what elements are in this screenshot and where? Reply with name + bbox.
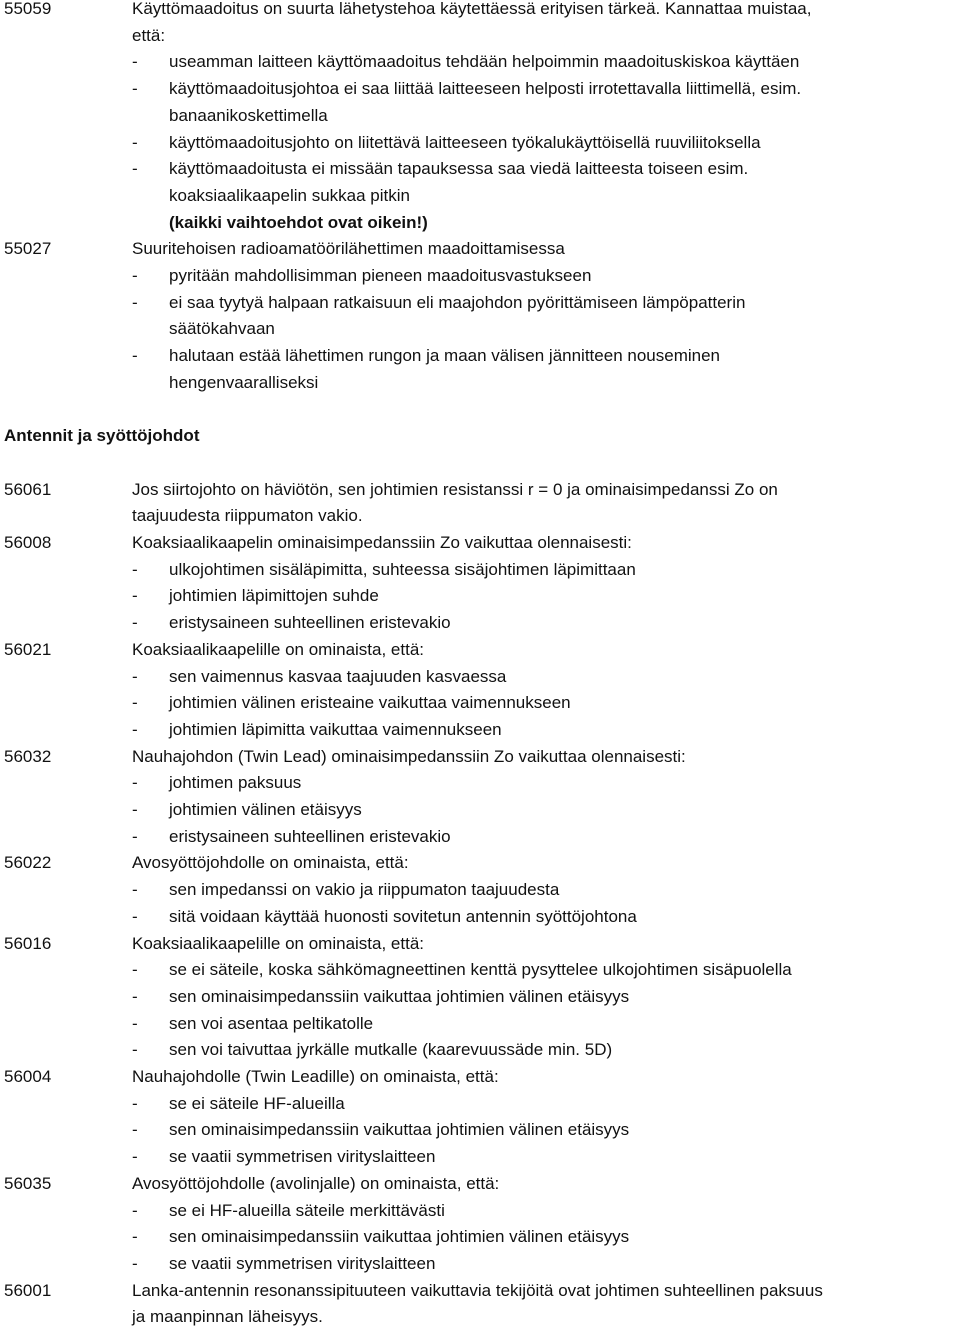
answer-option: pyritään mahdollisimman pieneen maadoitusvastukseen — [169, 266, 592, 285]
answer-option-row — [0, 957, 960, 984]
answer-option: sen ominaisimpedanssiin vaikuttaa johtimien välinen etäisyys — [169, 1120, 630, 1140]
question-row-continued — [0, 1304, 960, 1331]
answer-option: eristysaineen suhteellinen eristevakio — [169, 613, 451, 633]
question-row — [0, 530, 960, 557]
answer-option-row — [0, 1251, 960, 1278]
answer-option-row — [0, 583, 960, 610]
bullet-dash: - — [132, 266, 138, 285]
question-stem: Avosyöttöjohdolle on ominaista, että: — [132, 853, 409, 873]
answer-option-row — [0, 1037, 960, 1064]
answer-option-row — [0, 1224, 960, 1251]
bullet-dash: - — [132, 880, 138, 900]
section-heading: Antennit ja syöttöjohdot — [4, 426, 200, 446]
question-row-continued — [0, 503, 960, 530]
question-stem: Lanka-antennin resonanssipituuteen vaikuttavia tekijöitä ovat johtimen suhteellinen paksuus — [132, 1280, 823, 1300]
answer-option: käyttömaadoitusjohtoa ei saa liittää laitteeseen helposti irrotettavalla liittimellä, esim. — [169, 79, 802, 99]
question-number: 56061 — [4, 479, 52, 499]
answer-option: se vaatii symmetrisen virityslaitteen — [169, 1147, 436, 1167]
bullet-dash: - — [132, 586, 138, 606]
answer-option-continued-text: hengenvaaralliseksi — [169, 372, 319, 392]
question-stem: Jos siirtojohto on häviötön, sen johtimien resistanssi r = 0 ja ominaisimpedanssi Zo on — [132, 479, 778, 499]
question-stem: Suuritehoisen radioamatöörilähettimen maadoittamisessa — [132, 239, 565, 259]
answer-option-continued-text: säätökahvaan — [169, 319, 275, 339]
question-row — [0, 637, 960, 664]
answer-option-continued — [0, 316, 960, 343]
bullet-dash: - — [132, 292, 138, 312]
answer-option-row — [0, 263, 960, 290]
answer-option: johtimien läpimittojen suhde — [169, 586, 379, 606]
bullet-dash: - — [132, 159, 138, 179]
bullet-dash: - — [132, 906, 138, 926]
answer-option: eristysaineen suhteellinen eristevakio — [169, 826, 451, 846]
answer-option-row — [0, 1117, 960, 1144]
question-row — [0, 0, 960, 23]
answer-option-row — [0, 610, 960, 637]
answer-option-row — [0, 984, 960, 1011]
bullet-dash: - — [132, 1013, 138, 1033]
answer-option: sen ominaisimpedanssiin vaikuttaa johtimien välinen etäisyys — [169, 986, 630, 1006]
question-number: 56035 — [4, 1173, 52, 1193]
answer-option-continued — [0, 370, 960, 397]
bullet-dash: - — [132, 559, 138, 579]
answer-option-row — [0, 1011, 960, 1038]
question-row — [0, 850, 960, 877]
answer-option: sen ominaisimpedanssiin vaikuttaa johtimien välinen etäisyys — [169, 1227, 630, 1247]
bullet-dash: - — [132, 132, 138, 152]
answer-option: sen voi taivuttaa jyrkälle mutkalle (kaarevuussäde min. 5D) — [169, 1040, 613, 1060]
bullet-dash: - — [132, 1227, 138, 1247]
answer-option: sen vaimennus kasvaa taajuuden kasvaessa — [169, 666, 507, 686]
answer-option-row — [0, 49, 960, 76]
answer-option: se ei säteile, koska sähkömagneettinen kenttä pysyttelee ulkojohtimen sisäpuolella — [169, 960, 792, 980]
question-row — [0, 477, 960, 504]
answer-option: ulkojohtimen sisäläpimitta, suhteessa sisäjohtimen läpimittaan — [169, 559, 636, 579]
question-row — [0, 744, 960, 771]
answer-option-row — [0, 797, 960, 824]
question-stem-continued: että: — [132, 25, 166, 45]
answer-option: sitä voidaan käyttää huonosti sovitetun antennin syöttöjohtona — [169, 906, 637, 926]
answer-option-row — [0, 877, 960, 904]
answer-option-row — [0, 156, 960, 183]
bullet-dash: - — [132, 693, 138, 713]
answer-option-row — [0, 1091, 960, 1118]
answer-option-row — [0, 770, 960, 797]
question-number: 55059 — [4, 0, 52, 18]
answer-option: halutaan estää lähettimen rungon ja maan välisen jännitteen nouseminen — [169, 346, 720, 366]
bullet-dash: - — [132, 960, 138, 980]
bullet-dash: - — [132, 1253, 138, 1273]
answer-option: se ei säteile HF-alueilla — [169, 1093, 345, 1113]
answer-option-continued-text: banaanikoskettimella — [169, 105, 328, 125]
answer-option: johtimen paksuus — [169, 773, 302, 793]
question-row — [0, 1064, 960, 1091]
question-stem: Koaksiaalikaapelille on ominaista, että: — [132, 639, 425, 659]
answer-option: sen impedanssi on vakio ja riippumaton taajuudesta — [169, 880, 560, 900]
answer-option: käyttömaadoitusjohto on liitettävä laitteeseen työkalukäyttöisellä ruuviliitoksella — [169, 132, 761, 152]
bullet-dash: - — [132, 773, 138, 793]
answer-option-continued — [0, 103, 960, 130]
answer-option-row — [0, 664, 960, 691]
question-stem: Koaksiaalikaapelin ominaisimpedanssiin Zo vaikuttaa olennaisesti: — [132, 533, 632, 552]
bullet-dash: - — [132, 613, 138, 633]
answer-option-row — [0, 130, 960, 157]
question-row — [0, 931, 960, 958]
bullet-dash: - — [132, 1093, 138, 1113]
answer-option-row — [0, 717, 960, 744]
question-number: 56021 — [4, 639, 52, 659]
answer-option-row — [0, 343, 960, 370]
question-stem: Nauhajohdolle (Twin Leadille) on ominaista, että: — [132, 1067, 499, 1086]
bullet-dash: - — [132, 79, 138, 99]
question-number: 55027 — [4, 239, 52, 259]
question-number: 56004 — [4, 1067, 52, 1086]
answer-option-row — [0, 557, 960, 584]
answer-option: johtimien läpimitta vaikuttaa vaimennukseen — [169, 719, 502, 739]
answer-option-row — [0, 904, 960, 931]
answer-option-continued — [0, 183, 960, 210]
answer-option: ei saa tyytyä halpaan ratkaisuun eli maajohdon pyörittämiseen lämpöpatterin — [169, 292, 746, 312]
answer-option-row — [0, 824, 960, 851]
question-number: 56016 — [4, 933, 52, 953]
question-number: 56032 — [4, 746, 52, 766]
bullet-dash: - — [132, 986, 138, 1006]
bullet-dash: - — [132, 826, 138, 846]
answer-option: käyttömaadoitusta ei missään tapauksessa saa viedä laitteesta toiseen esim. — [169, 159, 749, 179]
answer-note: (kaikki vaihtoehdot ovat oikein!) — [169, 212, 428, 232]
bullet-dash: - — [132, 666, 138, 686]
question-stem: Käyttömaadoitus on suurta lähetystehoa käytettäessä erityisen tärkeä. Kannattaa muistaa, — [132, 0, 812, 18]
bullet-dash: - — [132, 52, 138, 72]
bullet-dash: - — [132, 1120, 138, 1140]
bullet-dash: - — [132, 1040, 138, 1060]
answer-option: se ei HF-alueilla säteile merkittävästi — [169, 1200, 445, 1220]
bullet-dash: - — [132, 719, 138, 739]
answer-option-row — [0, 76, 960, 103]
answer-option-row — [0, 1144, 960, 1171]
answer-option: johtimien välinen etäisyys — [169, 800, 362, 819]
question-row — [0, 1278, 960, 1305]
bullet-dash: - — [132, 800, 138, 819]
answer-option: sen voi asentaa peltikatolle — [169, 1013, 374, 1033]
bullet-dash: - — [132, 1200, 138, 1220]
question-row-continued — [0, 23, 960, 50]
answer-option-continued-text: koaksiaalikaapelin sukkaa pitkin — [169, 185, 410, 205]
question-stem-continued: ja maanpinnan läheisyys. — [132, 1307, 323, 1327]
answer-note-row — [0, 210, 960, 237]
question-number: 56001 — [4, 1280, 52, 1300]
question-number: 56008 — [4, 533, 52, 552]
answer-option-row — [0, 690, 960, 717]
bullet-dash: - — [132, 346, 138, 366]
answer-option-row — [0, 290, 960, 317]
question-number: 56022 — [4, 853, 52, 873]
question-stem: Nauhajohdon (Twin Lead) ominaisimpedanssiin Zo vaikuttaa olennaisesti: — [132, 746, 686, 766]
answer-option: johtimien välinen eristeaine vaikuttaa vaimennukseen — [169, 693, 571, 713]
answer-option: useamman laitteen käyttömaadoitus tehdään helpoimmin maadoituskiskoa käyttäen — [169, 52, 800, 72]
question-stem: Avosyöttöjohdolle (avolinjalle) on ominaista, että: — [132, 1173, 500, 1193]
question-stem: Koaksiaalikaapelille on ominaista, että: — [132, 933, 425, 953]
bullet-dash: - — [132, 1147, 138, 1167]
answer-option-row — [0, 1198, 960, 1225]
question-row — [0, 1171, 960, 1198]
section-heading-row — [0, 423, 960, 450]
question-row — [0, 236, 960, 263]
question-stem-continued: taajuudesta riippumaton vakio. — [132, 506, 363, 526]
answer-option: se vaatii symmetrisen virityslaitteen — [169, 1253, 436, 1273]
